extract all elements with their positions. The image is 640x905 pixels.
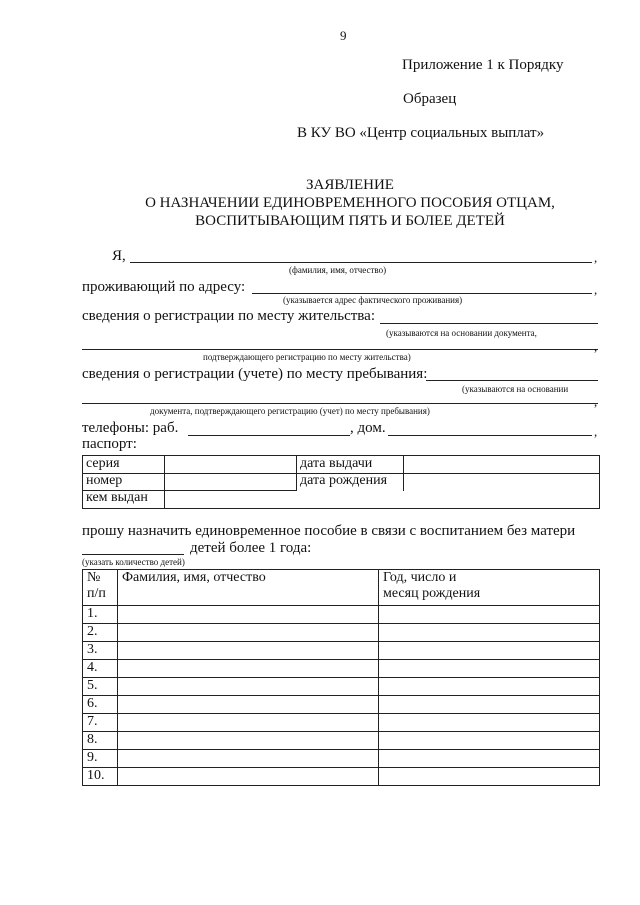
row-number: 2. <box>83 624 118 642</box>
home-phone-field[interactable] <box>388 435 592 436</box>
request-text-1: прошу назначить единовременное пособие в связи с воспитанием без матери <box>82 523 576 539</box>
stay-registration-hint-1: (указываются на основании <box>462 384 569 394</box>
col-birth-header: Год, число и месяц рождения <box>379 570 600 606</box>
address-field[interactable] <box>252 293 592 294</box>
registration-label: сведения о регистрации по месту жительства: <box>82 308 375 324</box>
row-number: 1. <box>83 606 118 624</box>
child-birth-cell[interactable] <box>379 714 600 732</box>
child-birth-cell[interactable] <box>379 624 600 642</box>
row-number: 4. <box>83 660 118 678</box>
table-row <box>83 624 600 642</box>
table-row <box>83 660 600 678</box>
row-number: 9. <box>83 750 118 768</box>
passport-birth-date-label: дата рождения <box>300 473 388 488</box>
stay-registration-label: сведения о регистрации (учете) по месту пребывания: <box>82 366 428 382</box>
stay-registration-hint-2: документа, подтверждающего регистрацию (учет) по месту пребывания) <box>150 406 430 416</box>
applicant-name-field[interactable] <box>130 262 592 263</box>
recipient: В КУ ВО «Центр социальных выплат» <box>297 125 545 141</box>
child-birth-cell[interactable] <box>379 750 600 768</box>
table-row <box>83 750 600 768</box>
work-phone-field[interactable] <box>188 435 350 436</box>
home-phone-label: , дом. <box>350 420 386 436</box>
table-row <box>83 678 600 696</box>
page-number: 9 <box>340 28 347 43</box>
registration-hint-1: (указываются на основании документа, <box>386 328 537 338</box>
sample-label: Образец <box>403 91 457 107</box>
document-title-2: О НАЗНАЧЕНИИ ЕДИНОВРЕМЕННОГО ПОСОБИЯ ОТЦАМ, <box>145 195 555 211</box>
child-name-cell[interactable] <box>118 642 379 660</box>
passport-issued-by-label: кем выдан <box>86 490 148 505</box>
col-name-header: Фамилия, имя, отчество <box>118 570 379 606</box>
row-number: 5. <box>83 678 118 696</box>
phones-label: телефоны: раб. <box>82 420 179 436</box>
col-number-header: № п/п <box>83 570 118 606</box>
child-name-cell[interactable] <box>118 660 379 678</box>
child-birth-cell[interactable] <box>379 696 600 714</box>
row-number: 6. <box>83 696 118 714</box>
row-number: 8. <box>83 732 118 750</box>
request-text-2: детей более 1 года: <box>190 540 312 556</box>
children-count-field[interactable] <box>82 554 184 555</box>
child-birth-cell[interactable] <box>379 642 600 660</box>
child-birth-cell[interactable] <box>379 732 600 750</box>
stay-registration-field-2[interactable] <box>82 403 598 404</box>
child-name-cell[interactable] <box>118 606 379 624</box>
table-row <box>83 714 600 732</box>
passport-number-label: номер <box>86 473 123 488</box>
row-number: 10. <box>83 768 118 786</box>
child-name-cell[interactable] <box>118 624 379 642</box>
passport-issue-date-label: дата выдачи <box>300 456 373 471</box>
children-count-hint: (указать количество детей) <box>82 557 185 567</box>
address-hint: (указывается адрес фактического проживания) <box>283 295 463 305</box>
document-title-3: ВОСПИТЫВАЮЩИМ ПЯТЬ И БОЛЕЕ ДЕТЕЙ <box>195 213 505 229</box>
children-table <box>82 569 600 786</box>
row-number: 3. <box>83 642 118 660</box>
stay-registration-field-1[interactable] <box>426 380 598 381</box>
table-row <box>83 768 600 786</box>
applicant-label: Я, <box>112 248 126 264</box>
passport-label: паспорт: <box>82 436 137 452</box>
applicant-name-hint: (фамилия, имя, отчество) <box>289 265 387 275</box>
child-name-cell[interactable] <box>118 678 379 696</box>
table-row <box>83 642 600 660</box>
child-birth-cell[interactable] <box>379 660 600 678</box>
row-number: 7. <box>83 714 118 732</box>
child-name-cell[interactable] <box>118 750 379 768</box>
registration-field-1[interactable] <box>380 323 598 324</box>
registration-field-2[interactable] <box>82 349 598 350</box>
child-name-cell[interactable] <box>118 714 379 732</box>
document-title-1: ЗАЯВЛЕНИЕ <box>306 177 394 193</box>
child-name-cell[interactable] <box>118 732 379 750</box>
appendix-note: Приложение 1 к Порядку <box>402 57 564 73</box>
child-name-cell[interactable] <box>118 768 379 786</box>
table-row <box>83 732 600 750</box>
passport-series-label: серия <box>86 456 120 471</box>
child-birth-cell[interactable] <box>379 606 600 624</box>
child-birth-cell[interactable] <box>379 768 600 786</box>
address-label: проживающий по адресу: <box>82 279 246 295</box>
child-name-cell[interactable] <box>118 696 379 714</box>
table-row <box>83 696 600 714</box>
child-birth-cell[interactable] <box>379 678 600 696</box>
table-row <box>83 606 600 624</box>
registration-hint-2: подтверждающего регистрацию по месту жительства) <box>203 352 411 362</box>
